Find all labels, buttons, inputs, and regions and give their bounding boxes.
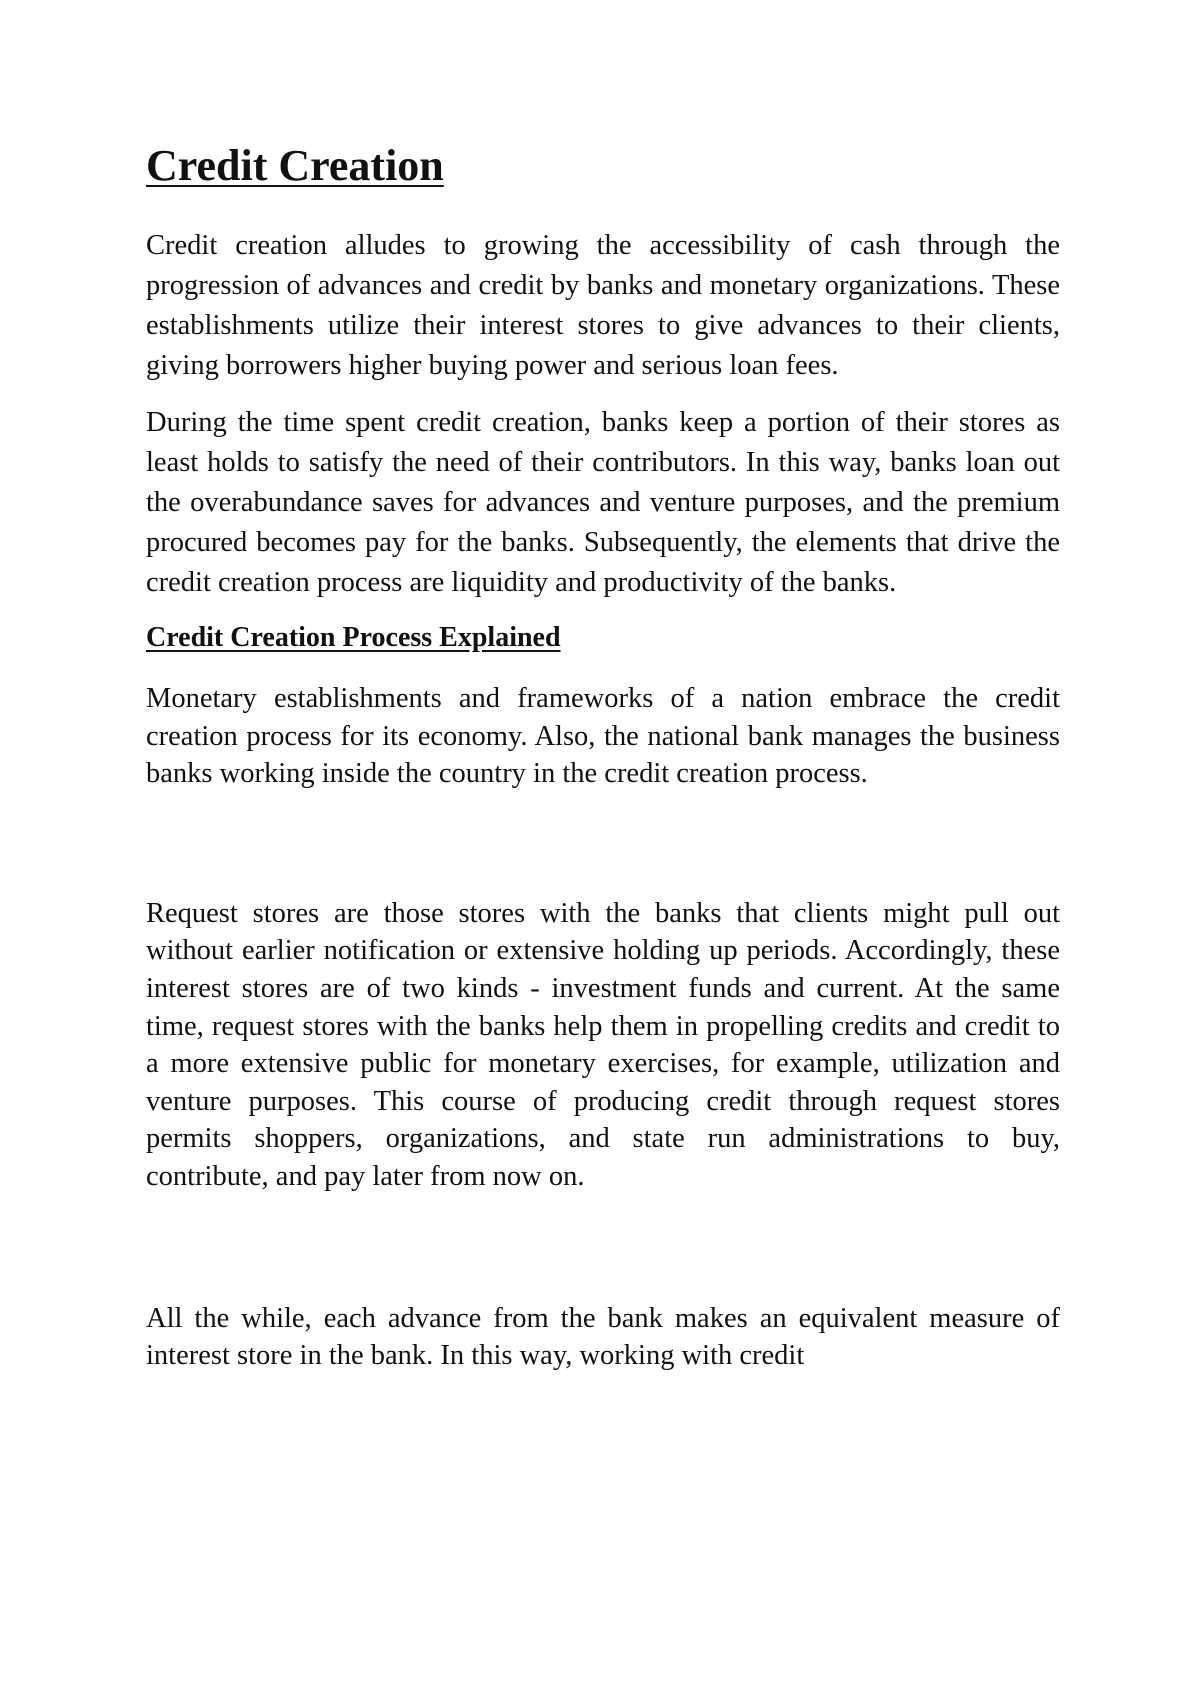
section-heading: Credit Creation Process Explained bbox=[146, 621, 561, 653]
paragraph-process: Monetary establishments and frameworks of a nation embrace the credit creation process for its economy. Also, the national bank manages the business banks working inside the country in the credit creation process. bbox=[146, 683, 1060, 790]
blank-space bbox=[146, 1212, 1060, 1300]
paragraph-final: All the while, each advance from the bank makes an equivalent measure of interest store in the bank. In this way, working with credit bbox=[146, 1302, 1060, 1372]
paragraph-intro-2: During the time spent credit creation, banks keep a portion of their stores as least holds to satisfy the need of their contributors. In this way, banks loan out the overabundance saves for advances and venture purposes, and the premium procured becomes pay for the banks. Subsequently, the elements that drive the credit creation process are liquidity and productivity of the banks. bbox=[146, 406, 1060, 599]
blank-space bbox=[146, 809, 1060, 895]
document-title: Credit Creation bbox=[146, 141, 444, 190]
paragraph-request-stores: Request stores are those stores with the banks that clients might pull out without earlier notification or extensive holding up periods. Accordingly, these interest stores are of two kinds - investment funds and current. At the same time, request stores with the banks help them in propelling credits and credit to a more extensive public for monetary exercises, for example, utilization and venture purposes. This course of producing credit through request stores permits shoppers, organizations, and state run administrations to buy, contribute, and pay later from now on. bbox=[146, 897, 1060, 1192]
paragraph-intro-1: Credit creation alludes to growing the accessibility of cash through the progression of advances and credit by banks and monetary organizations. These establishments utilize their interest stores to give advances to their clients, giving borrowers higher buying power and serious loan fees. bbox=[146, 229, 1060, 382]
document-page bbox=[146, 140, 1060, 1391]
